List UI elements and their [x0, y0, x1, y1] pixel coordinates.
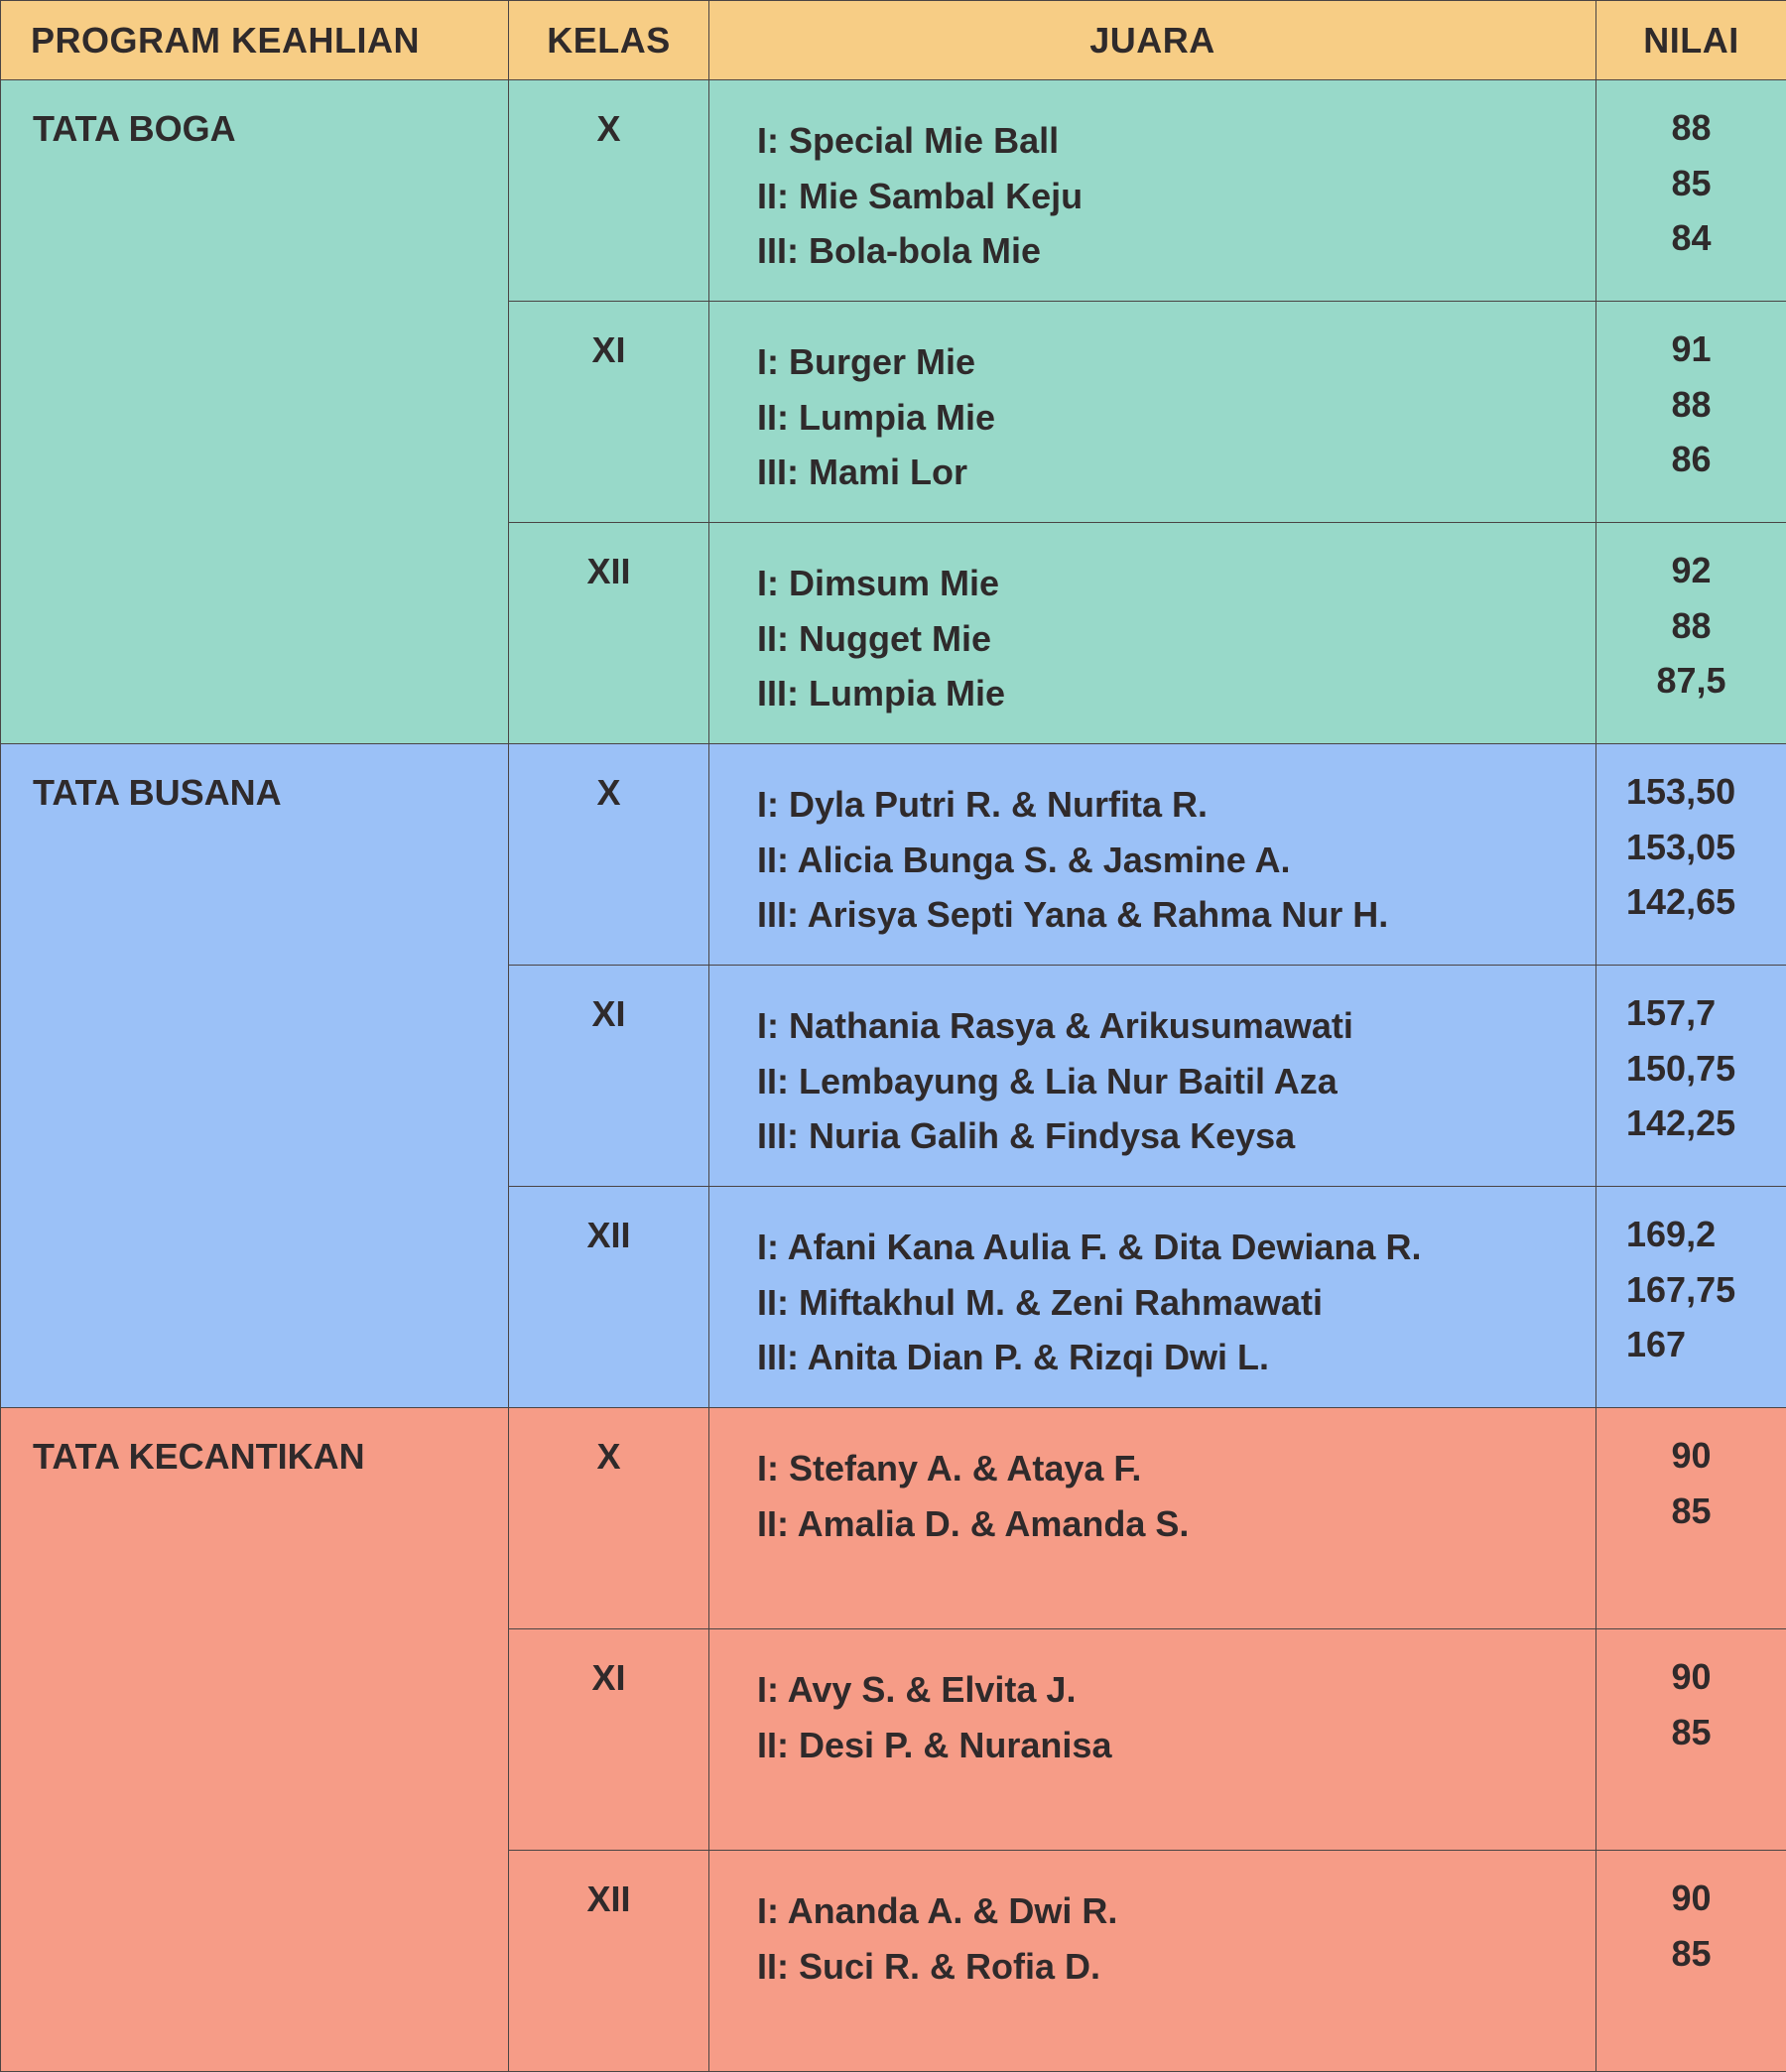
program-name: TATA BUSANA — [1, 744, 509, 1408]
juara-item: II: Suci R. & Rofia D. — [757, 1934, 1595, 1990]
header-program: PROGRAM KEAHLIAN — [1, 1, 509, 80]
header-kelas: KELAS — [509, 1, 709, 80]
nilai-value: 84 — [1596, 210, 1786, 266]
nilai-value: 85 — [1596, 1926, 1786, 1982]
nilai-value: 92 — [1596, 543, 1786, 598]
nilai-value: 85 — [1596, 156, 1786, 211]
program-name: TATA KECANTIKAN — [1, 1408, 509, 2072]
juara-item: III: Mami Lor — [757, 440, 1595, 495]
nilai-value: 153,50 — [1626, 764, 1786, 820]
juara-item: III: Anita Dian P. & Rizqi Dwi L. — [757, 1325, 1595, 1380]
nilai-value: 88 — [1596, 377, 1786, 433]
juara-item: II: Desi P. & Nuranisa — [757, 1713, 1595, 1768]
nilai-cell — [1596, 302, 1786, 523]
juara-cell — [709, 744, 1596, 966]
nilai-cell — [1596, 966, 1786, 1187]
nilai-cell — [1596, 744, 1786, 966]
juara-item: I: Dyla Putri R. & Nurfita R. — [757, 772, 1595, 828]
juara-cell — [709, 1851, 1596, 2072]
nilai-value: 153,05 — [1626, 820, 1786, 875]
table-row — [1, 744, 1786, 966]
juara-item: I: Special Mie Ball — [757, 108, 1595, 164]
juara-item: II: Mie Sambal Keju — [757, 164, 1595, 219]
kelas-cell: XII — [509, 1851, 709, 2072]
juara-cell — [709, 523, 1596, 744]
nilai-value: 167 — [1626, 1317, 1786, 1372]
nilai-cell — [1596, 1851, 1786, 2072]
juara-cell — [709, 1629, 1596, 1851]
nilai-cell — [1596, 80, 1786, 302]
nilai-value: 142,25 — [1626, 1096, 1786, 1151]
nilai-value: 90 — [1596, 1649, 1786, 1705]
juara-cell — [709, 80, 1596, 302]
kelas-cell: XII — [509, 523, 709, 744]
nilai-value: 86 — [1596, 432, 1786, 487]
juara-item: I: Ananda A. & Dwi R. — [757, 1878, 1595, 1934]
kelas-cell: XII — [509, 1187, 709, 1408]
juara-cell — [709, 1187, 1596, 1408]
nilai-value: 90 — [1596, 1871, 1786, 1926]
nilai-value: 88 — [1596, 598, 1786, 654]
juara-item: II: Miftakhul M. & Zeni Rahmawati — [757, 1270, 1595, 1326]
juara-item: II: Nugget Mie — [757, 606, 1595, 662]
program-name: TATA BOGA — [1, 80, 509, 744]
kelas-cell: XI — [509, 302, 709, 523]
nilai-value: 85 — [1596, 1484, 1786, 1539]
nilai-value: 87,5 — [1596, 653, 1786, 709]
table-row — [1, 1408, 1786, 1629]
nilai-cell — [1596, 1408, 1786, 1629]
nilai-value: 85 — [1596, 1705, 1786, 1760]
juara-cell — [709, 966, 1596, 1187]
juara-item: I: Stefany A. & Ataya F. — [757, 1436, 1595, 1491]
kelas-cell: X — [509, 744, 709, 966]
juara-item: III: Bola-bola Mie — [757, 218, 1595, 274]
nilai-cell — [1596, 1187, 1786, 1408]
nilai-value: 157,7 — [1626, 985, 1786, 1041]
header-juara: JUARA — [709, 1, 1596, 80]
juara-item: I: Dimsum Mie — [757, 551, 1595, 606]
nilai-cell — [1596, 523, 1786, 744]
nilai-value: 167,75 — [1626, 1262, 1786, 1318]
juara-cell — [709, 302, 1596, 523]
juara-item: I: Nathania Rasya & Arikusumawati — [757, 993, 1595, 1049]
header-nilai: NILAI — [1596, 1, 1786, 80]
juara-item: II: Lumpia Mie — [757, 385, 1595, 441]
kelas-cell: XI — [509, 966, 709, 1187]
kelas-cell: X — [509, 1408, 709, 1629]
nilai-cell — [1596, 1629, 1786, 1851]
juara-item: I: Afani Kana Aulia F. & Dita Dewiana R. — [757, 1215, 1595, 1270]
juara-item: I: Burger Mie — [757, 329, 1595, 385]
juara-item: II: Alicia Bunga S. & Jasmine A. — [757, 828, 1595, 883]
juara-cell — [709, 1408, 1596, 1629]
header-row — [1, 1, 1786, 80]
juara-item: II: Lembayung & Lia Nur Baitil Aza — [757, 1049, 1595, 1104]
juara-item: III: Lumpia Mie — [757, 661, 1595, 716]
juara-item: III: Nuria Galih & Findysa Keysa — [757, 1103, 1595, 1159]
juara-item: I: Avy S. & Elvita J. — [757, 1657, 1595, 1713]
kelas-cell: XI — [509, 1629, 709, 1851]
nilai-value: 91 — [1596, 322, 1786, 377]
nilai-value: 150,75 — [1626, 1041, 1786, 1097]
nilai-value: 169,2 — [1626, 1207, 1786, 1262]
juara-item: III: Arisya Septi Yana & Rahma Nur H. — [757, 882, 1595, 938]
kelas-cell: X — [509, 80, 709, 302]
nilai-value: 88 — [1596, 100, 1786, 156]
juara-item: II: Amalia D. & Amanda S. — [757, 1491, 1595, 1547]
nilai-value: 90 — [1596, 1428, 1786, 1484]
table-row — [1, 80, 1786, 302]
nilai-value: 142,65 — [1626, 874, 1786, 930]
